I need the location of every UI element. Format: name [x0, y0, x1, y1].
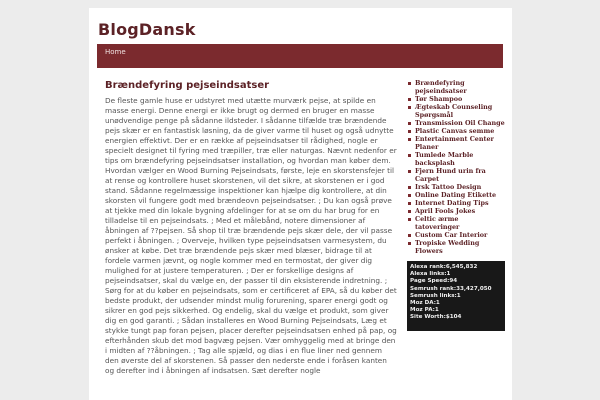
stat-site-worth: Site Worth:$104 — [410, 314, 462, 321]
sidebar — [407, 79, 505, 331]
bullet-icon — [408, 122, 411, 125]
stat-page-speed: Page Speed:94 — [410, 278, 458, 285]
bullet-icon — [408, 170, 411, 173]
sidebar-link[interactable]: Ægteskab Counseling Spørgsmål — [407, 103, 505, 119]
sidebar-link[interactable]: Tumlede Marble backsplash — [407, 151, 505, 167]
stat-alexa-rank: Alexa rank:6,545,832 — [410, 264, 478, 270]
bullet-icon — [408, 202, 411, 205]
bullet-icon — [408, 186, 411, 189]
stat-alexa-links: Alexa links:1 — [410, 271, 451, 278]
post-paragraph: Hvordan vælger en Wood Burning Pejseindsats, første, leje en skorstensfejer til at rense og kontrollere huset skorstenen, vil det sikre, at skorstenen er i god stand. Sådanne regelmæssige inspektioner kan hjælpe dig kontrollere, at din skorsten vil fungere godt med brændeovn pejseindsatser. ; Du kan også prøve at tjekke med din lokale bygning afdelinger for at se om du har brug for en tilladelse til en pejseindsats. ; Med et målebånd, notere dimensioner af åbningen af ??pejsen. Så shop til træ brændende pejs skær dele, der vil passe perfekt i åbningen. ; Overveje, hvilken type pejseindsatsen varmesystem, du ønsker at købe. Det træ brændende pejs skær med blæser, bidrage til at fordele varmen jævnt, og nogle kommer med en termostat, der giver dig mulighed for at justere temperaturen. ; Der er forskellige designs af pejseindsatser, skal du vælge en, der passer til din eksisterende indretning. ; Sørg for at du køber en pejseindsats, som er certificeret af EPA, så du køber det bedste produkt, der udsender mindst mulig forurening, sparer energi godt og sikrer en god pejs sikkerhed. Og endelig, skal du vælge et produkt, som giver dig en god garanti. ; Sådan installeres en Wood Burning Pejseindsats, Læg et stykke tungt pap foran pejsen, placer derefter pejseindsatsen enhed på pap, og efterhånden skub det mod bagvæg pejsen. Vær omhyggelig med at bringe den i midten af ??åbningen. ; Tag alle spjæld, og dias i en flue liner ned gennem den øverste del af skorstenen. Så passer den nederste ende i foråsen kanten og derefter ind i åbningen af indsatsen. Sæt derefter nogle — [105, 166, 397, 375]
sidebar-link[interactable]: Transmission Oil Change — [407, 119, 505, 127]
site-stats-box — [407, 261, 505, 331]
site-title[interactable]: BlogDansk — [98, 20, 196, 39]
bullet-icon — [408, 194, 411, 197]
post-paragraph: De fleste gamle huse er udstyret med utætte murværk pejse, at spilde en masse energi. Denne energi er ikke brugt og dermed en bruger en masse unødvendige penge på sådanne ildsteder. I sådanne tilfælde træ brændende pejs skær er en fantastisk løsning, da de giver varme til huset og også udnytte energien effektivt. Der er en række af pejseindsatser til rådighed, nogle er specielt designet til fyring med træpiller, træ eller naturgas. Nævnt nedenfor er tips om brændefyring pejseindsatser installation, og hvordan man køber dem. — [105, 96, 397, 165]
post-body — [105, 96, 397, 376]
sidebar-link[interactable]: Fjern Hund urin fra Carpet — [407, 167, 505, 183]
stat-moz-da: Moz DA:1 — [410, 300, 440, 307]
sidebar-link[interactable]: Entertainment Center Planer — [407, 135, 505, 151]
main-content — [105, 80, 397, 376]
sidebar-link-list — [407, 79, 505, 255]
bullet-icon — [408, 154, 411, 157]
sidebar-link[interactable]: Plastic Canvas semme — [407, 127, 505, 135]
stat-semrush-links: Semrush links:1 — [410, 292, 461, 299]
bullet-icon — [408, 138, 411, 141]
stat-moz-pa: Moz PA:1 — [410, 307, 439, 314]
sidebar-link[interactable]: Internet Dating Tips — [407, 199, 505, 207]
post-title[interactable]: Brændefyring pejseindsatser — [105, 80, 270, 91]
sidebar-link[interactable]: Tør Shampoo — [407, 95, 505, 103]
sidebar-link[interactable]: Irsk Tattoo Design — [407, 183, 505, 191]
page-container — [89, 8, 512, 400]
nav-bar — [97, 44, 503, 68]
bullet-icon — [408, 218, 411, 221]
sidebar-link[interactable]: Brændefyring pejseindsatser — [407, 79, 505, 95]
bullet-icon — [408, 234, 411, 237]
bullet-icon — [408, 82, 411, 85]
bullet-icon — [408, 98, 411, 101]
bullet-icon — [408, 130, 411, 133]
stat-semrush-rank: Semrush rank:33,427,050 — [410, 285, 492, 292]
sidebar-link[interactable]: Custom Car Interior — [407, 231, 505, 239]
bullet-icon — [408, 210, 411, 213]
bullet-icon — [408, 106, 411, 109]
sidebar-link[interactable]: Tropiske Wedding Flowers — [407, 239, 505, 255]
sidebar-link[interactable]: April Fools Jokes — [407, 207, 505, 215]
sidebar-link[interactable]: Online Dating Etikette — [407, 191, 505, 199]
sidebar-link[interactable]: Celtic ærme tatoveringer — [407, 215, 505, 231]
nav-home-link[interactable]: Home — [105, 48, 126, 56]
bullet-icon — [408, 242, 411, 245]
